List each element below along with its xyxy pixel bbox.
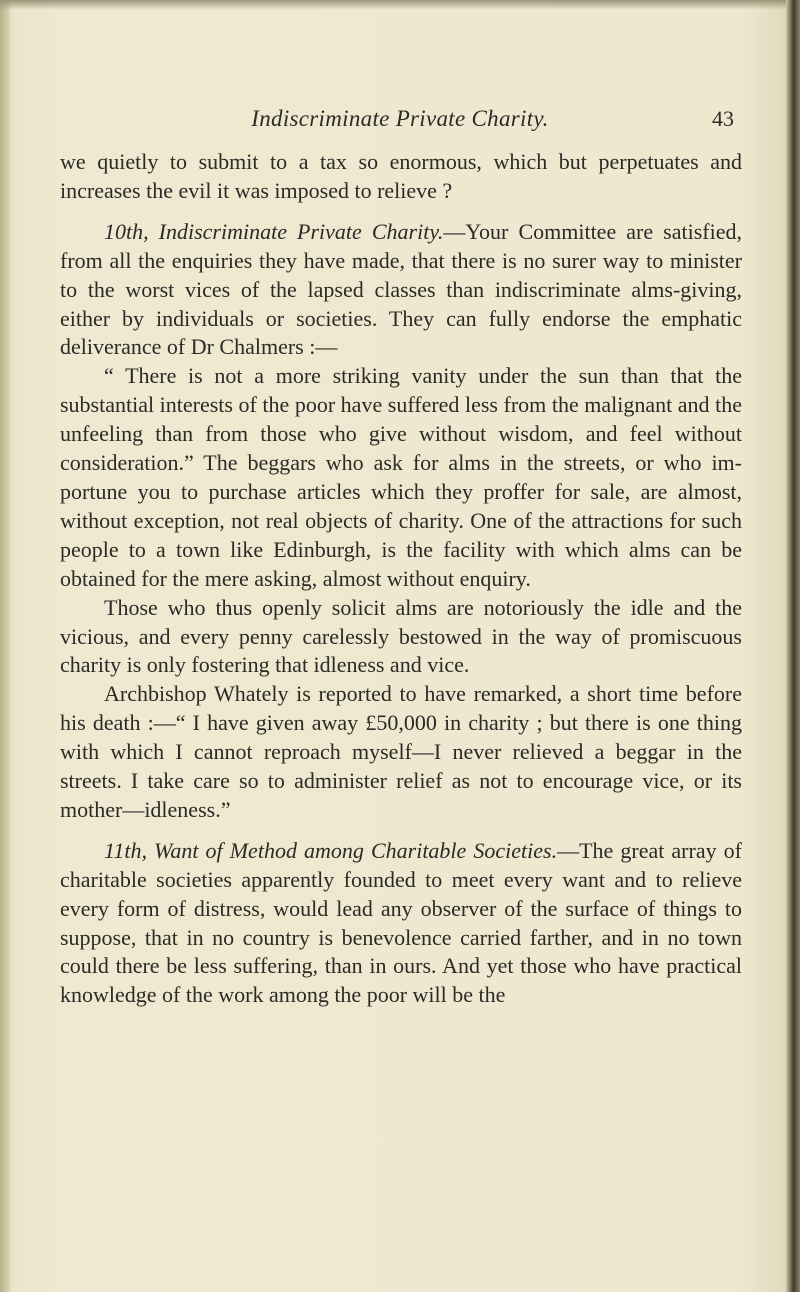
page-right-edge [786,0,800,1292]
paragraph-idle-vicious [60,594,742,681]
paragraph-chalmers-quote [60,362,742,593]
paragraph-text: —The great array of charitable societies apparently founded to meet every want and to relieve every form of distress, would lead any observer of the surface of things to suppose, that in no country is benevolence carried farther, and in no town could there be less suffering, than in ours. And yet those who have practical knowledge of the work among the poor will be the [60,837,742,1008]
paragraph-section-11 [60,837,742,1010]
section-heading-11: 11th, Want of Method among Charitable Societies. [104,837,558,863]
body-text [60,148,742,1010]
paragraph-text: “ There is not a more striking vanity under the sun than that the substantial interests of the poor have suffered less from the malignant and the unfeeling than from those who give without wisdom, and feel without consideration.” The beggars who ask for alms in the streets, or who importune you to purchase articles which they proffer for sale, are almost, without exception, not real objects of charity. One of the attractions for such people to a town like Edinburgh, is the facility with which alms can be obtained for the mere asking, almost without enquiry. [60,363,742,591]
page-number: 43 [712,106,734,131]
paragraph-text: —Your Committee are satisfied, from all the enquiries they have made, that there is no surer way to minister to the worst vices of the lapsed classes than indiscriminate alms-giving, either by individuals or societies. They can fully endorse the emphatic deliverance of Dr Chalmers :— [60,218,742,360]
page-header [60,104,740,134]
paragraph-text: Archbishop Whately is reported to have remarked, a short time before his death :—“ I have given away £50,000 in charity ; but there is one thing with which I cannot reproach myself—I never relieved a beggar in the streets. I take care so to administer relief as not to encourage vice, or its mother—idleness.” [60,681,742,822]
running-title: Indiscriminate Private Charity. [251,106,549,131]
page-gutter [0,0,10,1292]
paragraph-whately [60,680,742,825]
paragraph-text: we quietly to submit to a tax so enormous, which but perpetuates and increases the evil it was imposed to relieve ? [60,149,742,203]
paragraph-text: Those who thus openly solicit alms are notoriously the idle and the vicious, and every penny carelessly bestowed in the way of promiscuous charity is only fostering that idleness and vice. [60,594,742,678]
section-heading-10: 10th, Indiscriminate Private Charity. [104,218,444,244]
paragraph-continuation [60,148,742,206]
paragraph-section-10 [60,218,742,363]
page-top-shadow [0,0,800,10]
